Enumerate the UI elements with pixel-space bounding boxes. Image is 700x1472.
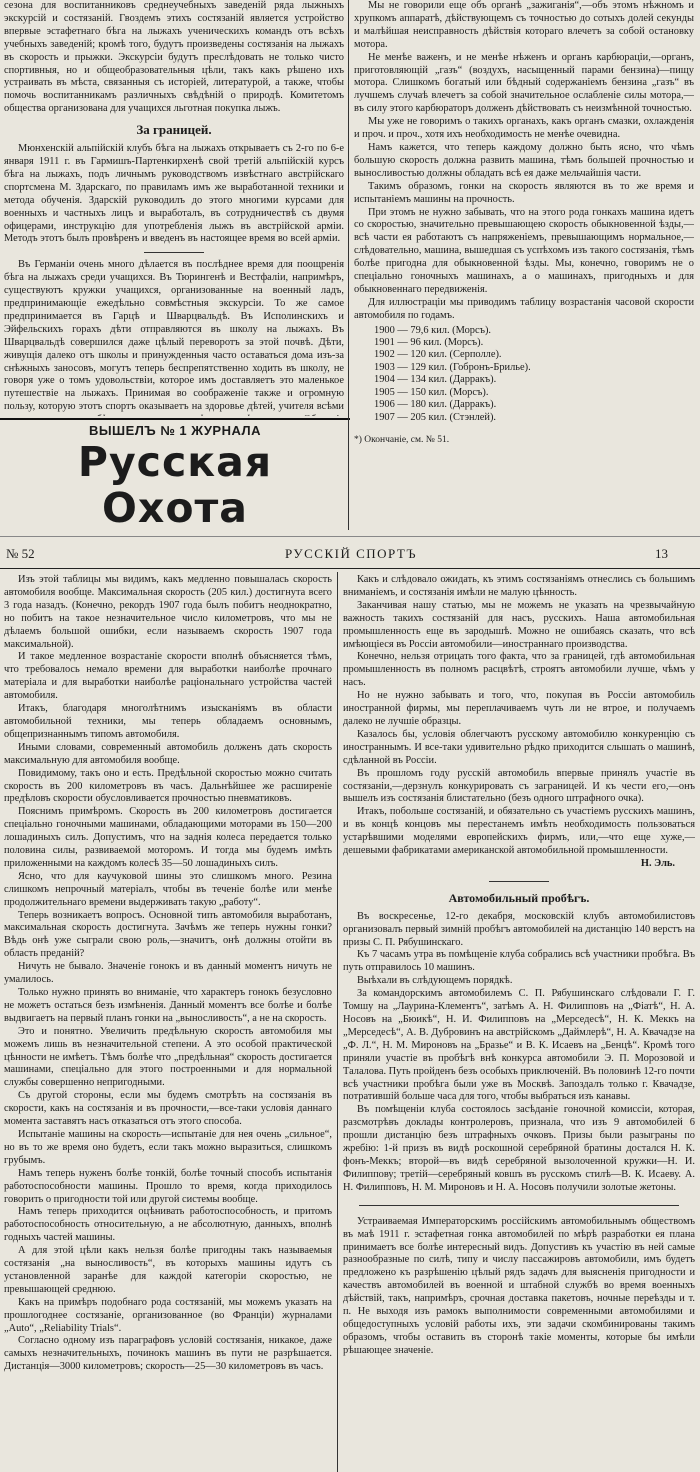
speed-row: 1906 — 180 кил. (Дарракъ).	[374, 399, 497, 411]
paragraph: Теперь возникаетъ вопросъ. Основной типъ автомобиля выработанъ, максимальная скорость достигнута. Зачѣмъ же теперь нужны гонки? Вѣдь онѣ уже сыграли свою роль,—значитъ, онѣ должны отойти въ область преданій?	[4, 909, 332, 960]
speed-table	[374, 325, 694, 424]
paragraph: Изъ этой таблицы мы видимъ, какъ медленно повышалась скорость автомобиля вообще. Максимальная скорость (205 кил.) достигнута всего 3 года назадъ. (Конечно, рекордъ 1907 года былъ побитъ неоднократно, но побитъ на такое незначительное число километровъ, что мы не дѣлаемъ большой ошибки, если называемъ скорость 1907 года максимальной).	[4, 574, 332, 650]
speed-row: 1904 — 134 кил. (Дарракъ).	[374, 374, 497, 386]
paragraph: Намъ кажется, что теперь каждому должно быть ясно, что чѣмъ большую скорость должна развить машина, тѣмъ большей прочностью и выносливостью должны обладать всѣ ея даже мельчайшія части.	[354, 141, 694, 179]
running-header	[0, 540, 700, 568]
paragraph: Ясно, что для каучуковой шины это слишкомъ много. Резина слишкомъ непрочный матеріалъ, чтобы въ теченіе болѣе или менѣе продолжительнаго времени выдерживать такую „работу“.	[4, 870, 332, 908]
page-number: 13	[655, 546, 668, 561]
paragraph: Испытаніе машины на скорость—испытаніе для нея очень „сильное“, но въ то же время оно будетъ, если такъ можно выразиться, слишкомъ грубымъ.	[4, 1128, 332, 1166]
divider	[144, 252, 204, 253]
ad-journal-title: Русская Охота	[77, 438, 273, 530]
paragraph: Какъ на примѣръ подобнаго рода состязаній, мы можемъ указать на прошлогоднее состязаніе, организованное (во Франціи) журналами „Auto“, „Reliability Trials“.	[4, 1296, 332, 1334]
paragraph: Казалось бы, условія облегчаютъ русскому автомобилю конкуренцію съ иностраннымъ. И все-таки удивительно рѣдко приходится слышать о машинѣ, сдѣланной въ Россіи.	[343, 728, 695, 766]
paragraph: Повидимому, такъ оно и есть. Предѣльной скоростью можно считать скорость въ 200 километровъ въ часъ. Дальнѣйшее же расширеніе предѣловъ скорости обусловливается прочностью пневматиковъ.	[4, 767, 332, 805]
speed-row: 1902 — 120 кил. (Серполле).	[374, 349, 502, 361]
paragraph: Заканчивая нашу статью, мы не можемъ не указать на чрезвычайную важность такихъ состязаній для насъ, русскихъ. Наша автомобильная промышленность еще въ зародышѣ. Можно не ошибаясь сказать, что всѣ имѣющіеся въ Россіи автомобили—иностраннаго производства.	[343, 599, 695, 650]
speed-row: 1905 — 150 кил. (Морсъ).	[374, 386, 489, 398]
paragraph: Такимъ образомъ, гонки на скорость являются въ то же время и испытаніемъ машины на прочность.	[354, 180, 694, 205]
speed-row: 1901 — 96 кил. (Морсъ).	[374, 337, 484, 349]
paragraph: Конечно, нельзя отрицать того факта, что за границей, гдѣ автомобильная промышленность въ полномъ расцвѣтѣ, строятъ автомобили лучше, чѣмъ у насъ.	[343, 651, 695, 689]
divider	[359, 1205, 679, 1206]
paragraph: Ничуть не бывало. Значеніе гонокъ и въ данный моментъ ничуть не умалилось.	[4, 961, 332, 986]
top-right-column	[354, 0, 694, 530]
divider	[489, 881, 549, 882]
paragraph: Пояснимъ примѣромъ. Скорость въ 200 километровъ достигается спеціально гоночными машинами, обладающими моторами въ 150—200 лошадиныхъ силъ. Допустимъ, что на заднія колеса передается только половина силы, развиваемой моторомъ. И тогда мы будемъ имѣть приложенными на каждомъ колесѣ 35—50 лошадиныхъ силъ.	[4, 806, 332, 869]
bottom-right-column	[343, 574, 695, 1472]
paragraph: Какъ и слѣдовало ожидать, къ этимъ состязаніямъ отнеслись съ большимъ вниманіемъ, и состязанія имѣли не малую цѣнность.	[343, 574, 695, 598]
speed-row: 1900 — 79,6 кил. (Морсъ).	[374, 324, 492, 336]
paragraph: Итакъ, побольше состязаній, и обязательно съ участіемъ русскихъ машинъ, и въ концѣ концовъ мы перестанемъ имѣть необходимость пользоваться устарѣвшими моделями европейскихъ фирмъ, или,—что еще хуже,—дешевыми фабрикатами американской автомобильной промышленности.	[343, 806, 695, 857]
footnote: *) Окончаніе, см. № 51.	[354, 434, 450, 445]
paragraph: Для иллюстраціи мы приводимъ таблицу возрастанія часовой скорости автомобиля по годамъ.	[354, 296, 694, 321]
paragraph: Намъ теперь приходится оцѣнивать работоспособность, и притомъ работоспособность относительную, а не абсолютную, данныхъ, вполнѣ годныхъ частей машины.	[4, 1206, 332, 1244]
speed-row: 1903 — 129 кил. (Гобронъ-Брилье).	[374, 361, 531, 373]
paragraph: Устраиваемая Императорскимъ россійскимъ автомобильнымъ обществомъ въ маѣ 1911 г. эстафетная гонка автомобилей по мѣрѣ разработки ея плана принимаетъ все болѣе интересный видъ. Допустивъ къ участію въ ней самые разнообразные по силѣ, типу и числу пассажировъ автомобили, имъ будетъ предложено къ разрѣшенію цѣлый рядъ задачъ для выясненія пригодности и качествъ автомобилей въ военной и штабной службѣ во время военныхъ дѣйствій, такъ, напримѣръ, срочная доставка пакетовъ, ночные переѣзды и т. п. Не выходя изъ рамокъ выполнимости современными автомобилями и общедоступныхъ условій работы ихъ, эти задачи скомбинированы такимъ образомъ, чтобы оставить въ сторонѣ такіе моменты, которые бы имѣли рѣшающее значеніе.	[343, 1215, 695, 1356]
speed-row: 1907 — 205 кил. (Стэнлей).	[374, 411, 497, 423]
header-rule-bottom	[0, 568, 700, 569]
column-divider	[337, 572, 338, 1472]
paragraph: Въ Германіи очень много дѣлается въ послѣднее время для поощренія бѣга на лыжахъ среди учащихся. Въ Тюрингенѣ и Вестфаліи, напримѣръ, существуютъ кружки учащихся, организованные на военный ладъ, предпринимающіе ежедѣльно совмѣстныя экскурсіи. То же самое предпринимается въ Гарцѣ и Шварцвальдѣ. Въ Исполинскихъ и Эйфельскихъ горахъ дѣти отправляются въ школу на лыжахъ. Въ Шварцвальдѣ совершился даже цѣлый переворотъ за этой почвѣ. Дѣти, живущія далеко отъ школы и принужденныя часто оставаться дома изъ-за снѣжныхъ заносовъ, могутъ теперь беспрепятственно ходить въ школу, не говоря уже о томъ удовольствіи, которое имъ доставляетъ это маленькое путешествіе на лыжахъ. Принимая во соображеніе также и огромную пользу, которую этотъ спортъ оказываетъ на здоровье дѣтей, учителя всѣми	[4, 259, 344, 413]
paragraph: Мы не говорили еще объ органѣ „зажиганія“,—объ этомъ нѣжномъ и хрупкомъ аппаратѣ, дѣйствующемъ съ точностью до сотыхъ долей секунды и малѣйшая неисправность дѣйствія котораго влечетъ за собой остановку мотора.	[354, 0, 694, 50]
paragraph: А для этой цѣли какъ нельзя болѣе пригодны такъ называемыя состязанія „на выносливость“, въ которыхъ машины идутъ съ установленной заранѣе для каждой категоріи скоростью, не превышающей среднюю.	[4, 1245, 332, 1295]
author-signature: Н. Эль.	[640, 857, 675, 869]
paragraph: Съ другой стороны, если мы будемъ смотрѣть на состязанія въ скорости, какъ на состязанія и въ прочности,—все-таки условія даннаго момента заставятъ насъ отказаться отъ этого способа.	[4, 1090, 332, 1128]
paragraph: Согласно одному изъ параграфовъ условій состязанія, никакое, даже самыхъ незначительныхъ, починокъ машинъ въ пути не разрѣшается. Дистанція—3000 километровъ; скорость—25—30 километровъ въ часъ.	[4, 1335, 332, 1373]
paragraph: При этомъ не нужно забывать, что на этого рода гонкахъ машина идетъ со скоростью, значительно превышающею скорость обыкновенной ѣзды,—всѣ части ея работаютъ съ напряженіемъ, превышающимъ нормальное,—слѣдовательно, машина, вышедшая съ успѣхомъ изъ такого состязанія, тѣмъ болѣе пригодна для обыкновенной ѣзды. Мы, конечно, говоримъ не о спеціально гоночныхъ машинахъ, а о машинахъ, пригодныхъ и для обыкновеннаго передвиженія.	[354, 206, 694, 295]
paragraph: Въ прошломъ году русскій автомобиль впервые принялъ участіе въ состязаніи,—дерзнулъ конкурировать съ заграницей. И къ чести его,—онъ вышелъ изъ состязанія блистательно (безъ одного штрафного очка).	[343, 767, 695, 805]
abroad-heading: За границей.	[136, 122, 212, 138]
paragraph: Но не нужно забывать и того, что, покупая въ Россіи автомобиль иностранной фирмы, мы переплачиваемъ чуть ли не втрое, и получаемъ далеко не лучшіе образцы.	[343, 690, 695, 727]
top-left-column	[4, 0, 344, 416]
advertisement	[0, 418, 350, 530]
paragraph: И такое медленное возрастаніе скорости вполнѣ объясняется тѣмъ, что требовалось немало времени для выработки наиболѣе прочнаго матеріала и для выработки наиболѣе раціональнаго устройства частей автомобиля.	[4, 651, 332, 702]
ad-headline: ВЫШЕЛЪ № 1 ЖУРНАЛА	[88, 423, 262, 438]
intro-paragraph: сезона для воспитанниковъ среднеучебныхъ заведеній ряда лыжныхъ экскурсій и состязаній. Гвоздемъ этихъ состязаній является устройство впервые эстафетнаго бѣга на лыжахъ ученическихъ командъ отъ всѣхъ учебныхъ заведеній; кромѣ того, будутъ произведены состязанія на лыжахъ въ скорость и прыжки. Экскурсіи будутъ преслѣдовать не только чисто спортивныя, но и общеобразовательныя цѣли, такъ какъ рѣшено ихъ устраивать въ мѣста, связанныя съ исторіей, литературой, а также, чтобы помочь воспитанникамъ различныхъ свѣдѣній о природѣ. Комитетомъ общества организована для учащихся льготная покупка лыжъ.	[4, 0, 344, 115]
paragraph: Намъ теперь нуженъ болѣе тонкій, болѣе точный способъ испытанія работоспособности машины. Прошло то время, когда приходилось говорить о пригодности той или другой системы вообще.	[4, 1167, 332, 1205]
column-divider	[348, 0, 349, 530]
paragraph: Только нужно принять во вниманіе, что характеръ гонокъ безусловно не можетъ остаться безъ измѣненія. Данный моментъ все болѣе и болѣе выдвигаетъ на первый планъ гонки на „выносливость“, а не на скорость.	[4, 987, 332, 1024]
paragraph: Не менѣе важенъ, и не менѣе нѣженъ и органъ карбюраціи,—органъ, приготовляющій „газъ“ (воздухъ, насыщенный парами бензина)—пищу мотора. Слишкомъ богатый или бѣдный содержаніемъ бензина „газъ“ въ лучшемъ случаѣ влечетъ за собой значительное ослабленіе силы мотора,—въ силу этого карбюраторъ долженъ дѣйствовать съ неизмѣнной точностью.	[354, 51, 694, 115]
paragraph: Мы уже не говоримъ о такихъ органахъ, какъ органъ смазки, охлажденія и проч. и проч., хотя ихъ необходимость не менѣе очевидна.	[354, 116, 694, 141]
paragraph: Это и понятно. Увеличить предѣльную скорость автомобиля мы можемъ лишь въ незначительной степени. А это особой практической цѣнности не имѣетъ. Тѣмъ болѣе что „предѣльная“ скорость достигается машинами, спеціально для этого построенными и для нормальной службы совершенно непригодными.	[4, 1025, 332, 1089]
paragraph: Иными словами, современный автомобиль долженъ дать скорость максимальную для автомобиля вообще.	[4, 741, 332, 766]
paragraph: Выѣхали въ слѣдующемъ порядкѣ.	[357, 975, 513, 987]
paragraph: За командорскимъ автомобилемъ С. П. Рябушинскаго слѣдовали Г. Г. Томшу на „Лаурина-Клементъ“, затѣмъ А. Н. Филипповъ на „Фіатѣ“, Н. А. Носовъ на „Бюикѣ“, Н. И. Филипповъ на „Мерседесѣ“, Н. К. Меккъ на „Мерседесѣ“, А. В. Дубровинъ на австрійскомъ „Даймлерѣ“, Н. А. Квачадзе на „Ф. Л.“, Н. М. Мироновъ на „Бразье“ и В. К. Исаевъ на „Бенцѣ“. Кромѣ того приняли участіе въ пробѣгѣ внѣ конкурса автомобили Э. П. Морозовой и Талалова. Путь пройденъ безъ особыхъ приключеній. Въ половинѣ 12-го почти всѣ участники пробѣга были уже въ Москвѣ. Запоздалъ только г. Квачадзе, потратившій больше часа для того, чтобы выбраться изъ канавы.	[343, 988, 695, 1103]
issue-number: № 52	[6, 546, 35, 561]
paragraph: Итакъ, благодаря многолѣтнимъ изысканіямъ въ области автомобильной техники, мы теперь обладаемъ основнымъ, общепризнаннымъ типомъ автомобиля.	[4, 703, 332, 740]
bottom-left-column	[4, 574, 332, 1472]
header-rule-top	[0, 536, 700, 537]
rally-heading: Автомобильный пробѣгъ.	[448, 890, 590, 905]
paragraph: Мюнхенскій альпійскій клубъ бѣга на лыжахъ открываетъ съ 2-го по 6-е января 1911 г. въ Гармишъ-Партенкирхенѣ свой третій альпійскій курсъ бѣга на лыжахъ, подъ личнымъ руководствомъ извѣстнаго австрійскаго спортсмена М. Здарскаго, по правиламъ имъ же выработанной техники и метода обученія. Здарскій руководилъ до этого многими курсами для военныхъ и частныхъ лицъ и выработалъ, въ сотрудничествѣ съ двумя офицерами, инструкцію для употребленія лыжъ въ австрійской арміи. Методъ этотъ былъ провѣренъ и введенъ въ настоящее время во всей арміи.	[4, 143, 344, 245]
paragraph: Въ помѣщеніи клуба состоялось засѣданіе гоночной комиссіи, которая, разсмотрѣвъ доклады контролеровъ, признала, что изъ 9 автомобилей 6 прошли дистанцію безъ штрафныхъ очковъ. Призы были разыграны по жребію: 1-й призъ въ видѣ роскошной серебряной братины достался Н. К. фонъ-Меккъ; второй—въ видѣ серебряной вызолоченной кружки—Н. И. Филиппову; третій—серебряный ковшъ въ русскомъ стилѣ—В. К. Исаеву. А. Н. Филипповъ, Н. М. Мироновъ и Н. А. Носовъ получили золотые жетоны.	[343, 1104, 695, 1193]
paragraph: Къ 7 часамъ утра въ помѣщеніе клуба собрались всѣ участники пробѣга. Въ путь отправилось 10 машинъ.	[343, 949, 695, 974]
newspaper-title: РУССКІЙ СПОРТЪ	[285, 546, 418, 561]
paragraph: Въ воскресенье, 12-го декабря, московскій клубъ автомобилистовъ организовалъ первый зимній пробѣгъ автомобилей на дистанцію 140 верстъ на призы С. П. Рябушинскаго.	[343, 910, 695, 948]
